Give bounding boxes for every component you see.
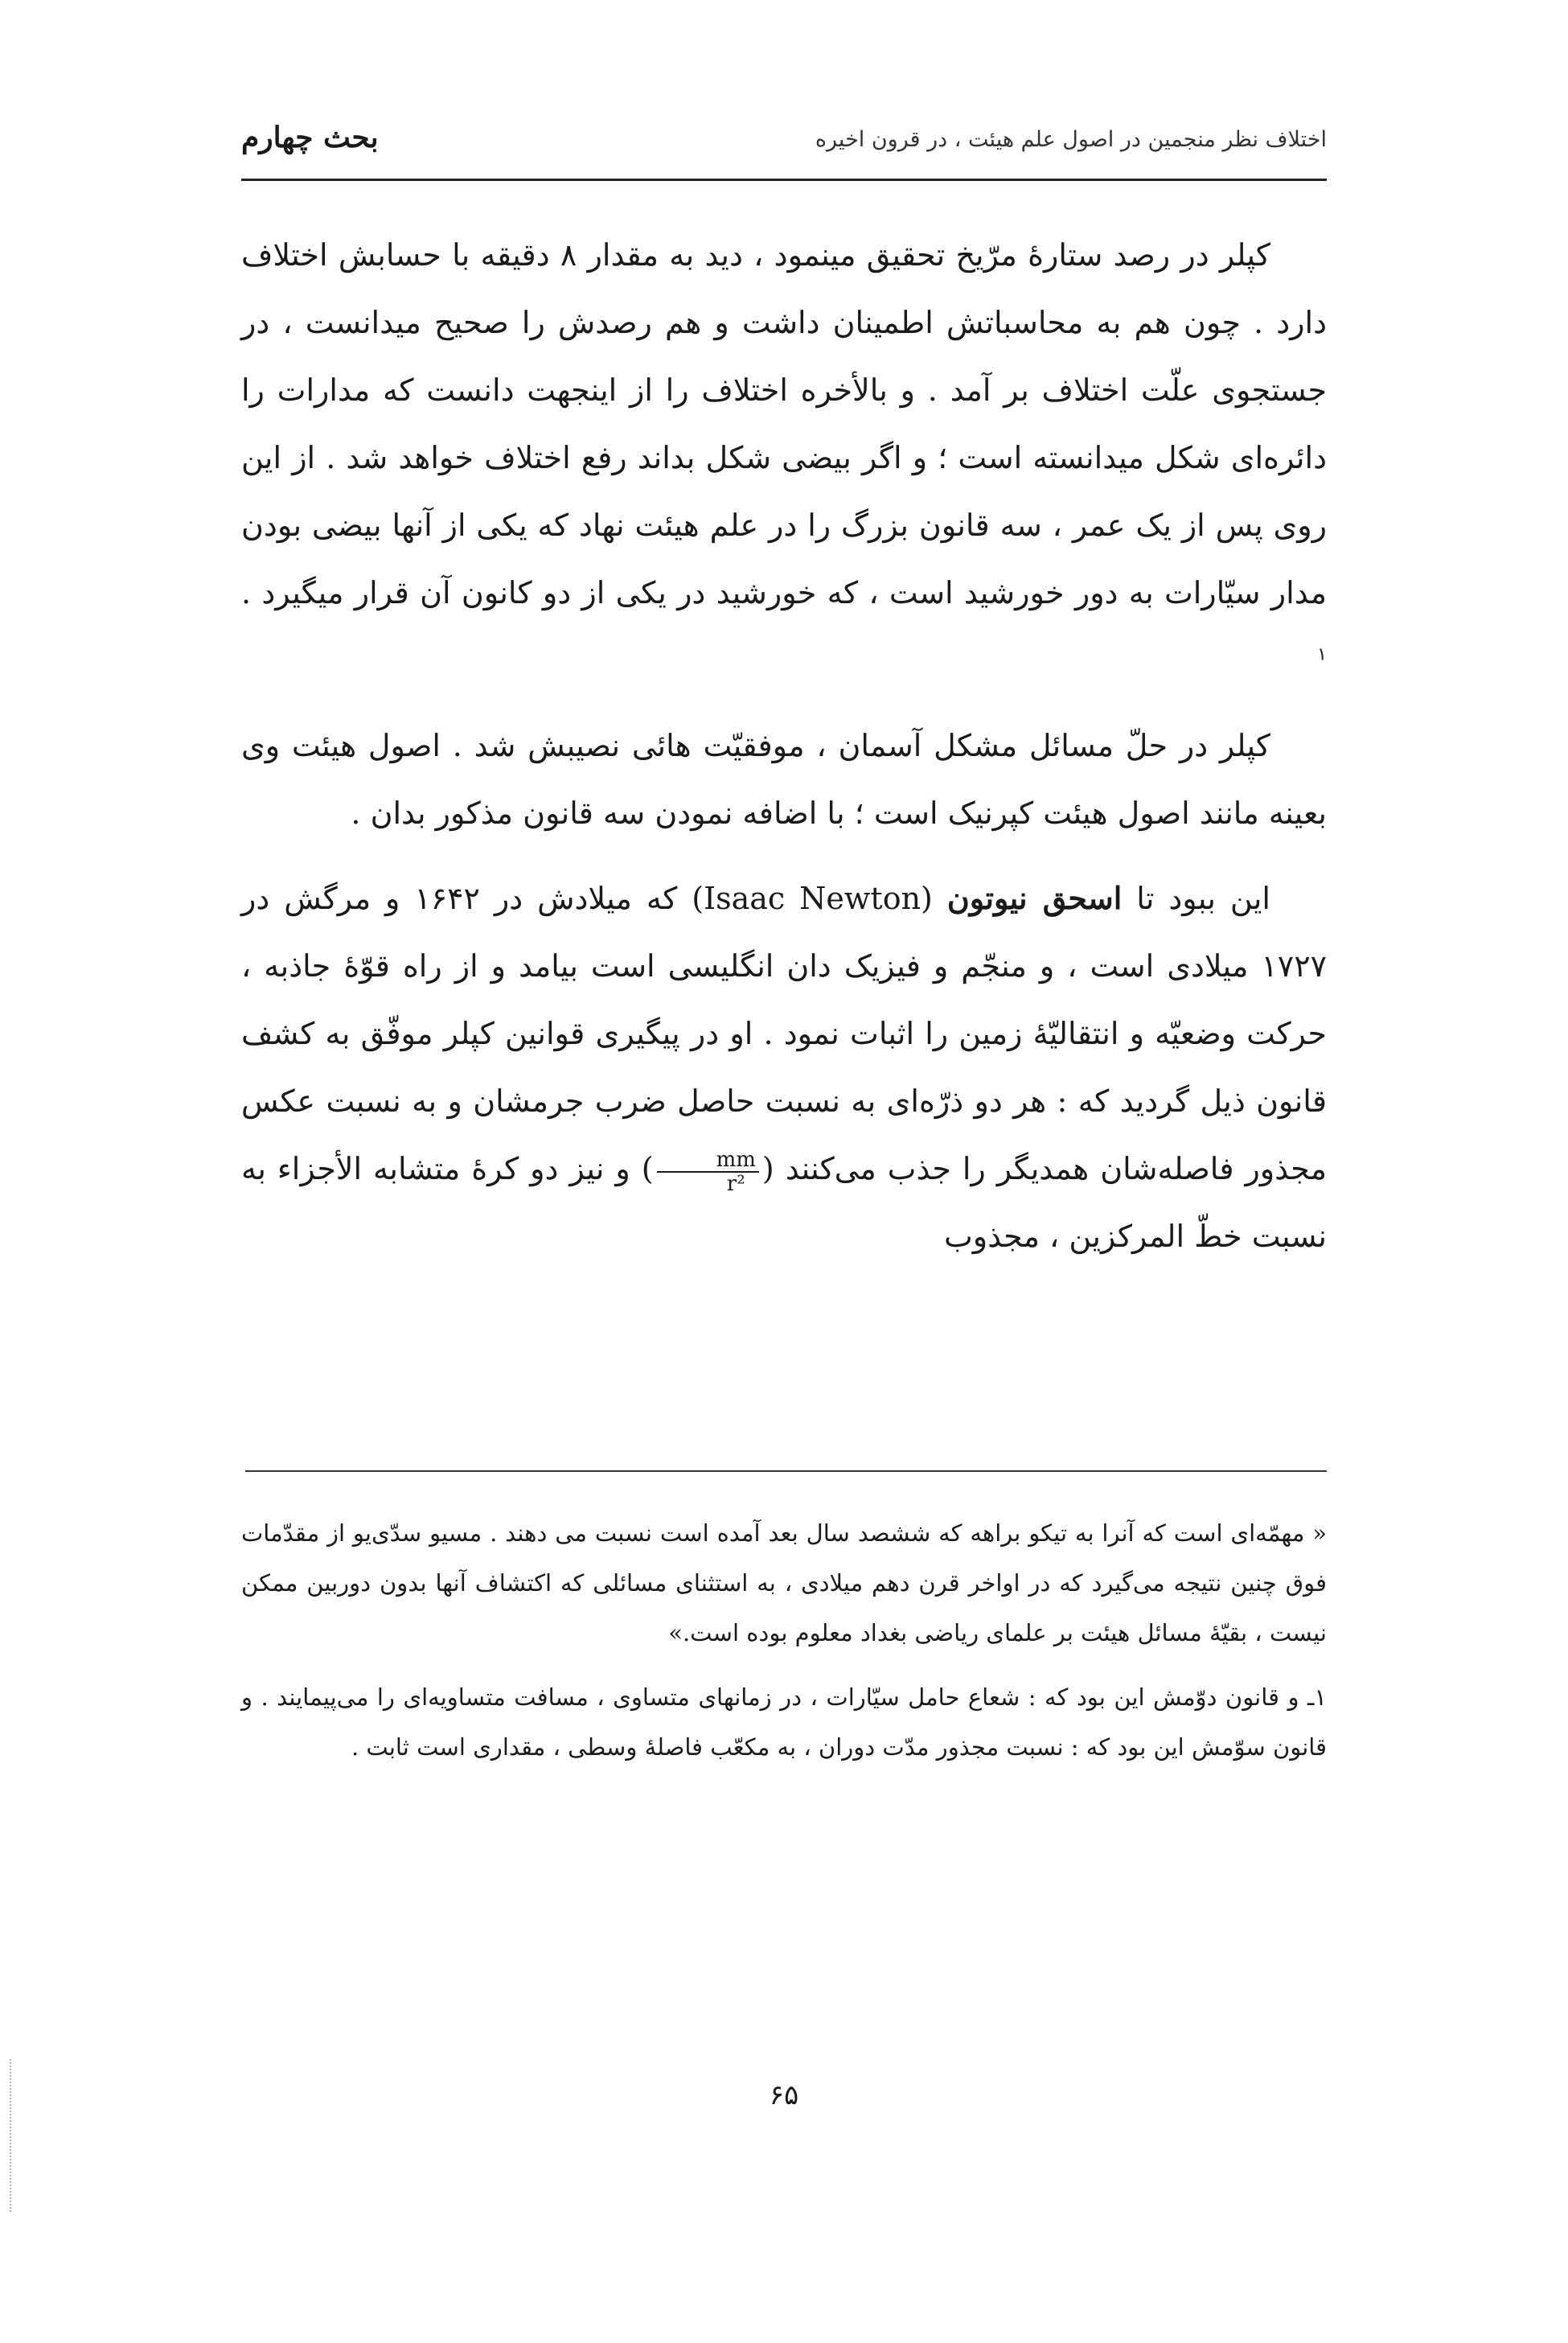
main-text: [241, 221, 1327, 1288]
page-number: ۶۵: [769, 2079, 799, 2111]
gravity-formula: ( $\frac{mm}{\text{r²}}$ ): [641, 1147, 774, 1196]
footnote-continued: « مهمّه‌ای است که آنرا به تیکو براهه که ششصد سال بعد آمده است نسبت می دهند . مسیو سدّی‌یو از مقدّمات فوق چنین نتیجه می‌گیرد که در اواخر قرن دهم میلادی ، به استثنای مسائلی که اکتشاف آنها بدون دوربین ممکن نیست ، بقیّهٔ مسائل هیئت بر علمای ریاضی بغداد معلوم بوده است.»: [241, 1519, 1327, 1646]
header-divider: [241, 179, 1327, 181]
paragraph-text: که میلادش در ۱۶۴۲ و مرگش در ۱۷۲۷ میلادی است ، و منجّم و فیزیک دان انگلیسی است بیامد و از راه قوّهٔ جاذبه ، حرکت وضعیّه و انتقالیّهٔ زمین را اثبات نمود . او در پیگیری قوانین کپلر موفّق به کشف قانون ذیل گردید که : هر دو ذرّه‌ای به نسبت حاصل ضرب جرمشان و به نسبت عکس مجذور فاصله‌شان همدیگر را جذب می‌کنند: [241, 881, 1328, 1186]
newton-name: اسحق نیوتون: [946, 880, 1123, 916]
footnotes: [241, 1508, 1327, 1786]
footnote-1: ۱ـ و قانون دوّمش این بود که : شعاع حامل سیّارات ، در زمانهای متساوی ، مسافت متساویه‌ای را می‌پیمایند . و قانون سوّمش این بود که : نسبت مجذور مدّت دوران ، به مکعّب فاصلهٔ وسطی ، مقداری است ثابت .: [241, 1683, 1327, 1761]
paragraph-text: این ببود تا: [1136, 881, 1270, 916]
paragraph-text: و نیز دو کرهٔ متشابه الأجزاء به نسبت خطّ المرکزین ، مجذوب: [241, 1151, 1327, 1254]
paragraph-text: کپلر در رصد ستارهٔ مرّیخ تحقیق مینمود ، دید به مقدار ۸ دقیقه با حسابش اختلاف دارد . چون هم به محاسباتش اطمینان داشت و هم رصدش را صحیح میدانست ، در جستجوی علّت اختلاف بر آمد . و بالأخره اختلاف را از اینجهت دانست که مدارات را دائره‌ای شکل میدانسته است ؛ و اگر بیضی شکل بداند رفع اختلاف خواهد شد . از این روی پس از یک عمر ، سه قانون بزرگ را در علم هیئت نهاد که یکی از آنها بیضی بودن مدار سیّارات به دور خورشید است ، که خورشید در یکی از دو کانون آن قرار میگیرد .: [241, 237, 1327, 610]
scan-edge-mark: [10, 2059, 11, 2212]
chapter-label: بحث چهارم: [241, 121, 379, 154]
paragraph-kepler-success: [241, 712, 1327, 847]
formula-numerator: mm: [657, 1149, 759, 1173]
running-title: اختلاف نظر منجمین در اصول علم هیئت ، در قرون اخیره: [815, 127, 1327, 152]
paragraph-kepler-orbit: [241, 221, 1327, 694]
footnote-divider: [245, 1470, 1327, 1472]
newton-latin-name: (Isaac Newton): [692, 881, 933, 916]
running-header: [241, 121, 1327, 177]
paragraph-newton: [241, 865, 1327, 1270]
paragraph-text: کپلر در حلّ مسائل مشکل آسمان ، موفقیّت هائی نصیبش شد . اصول هیئت وی بعینه مانند اصول هیئت کپرنیک است ؛ با اضافه نمودن سه قانون مذکور بدان .: [241, 728, 1327, 831]
formula-fraction: [657, 1149, 759, 1195]
formula-denominator: r²: [726, 1171, 745, 1196]
footnote-marker: ۱: [1317, 644, 1327, 665]
